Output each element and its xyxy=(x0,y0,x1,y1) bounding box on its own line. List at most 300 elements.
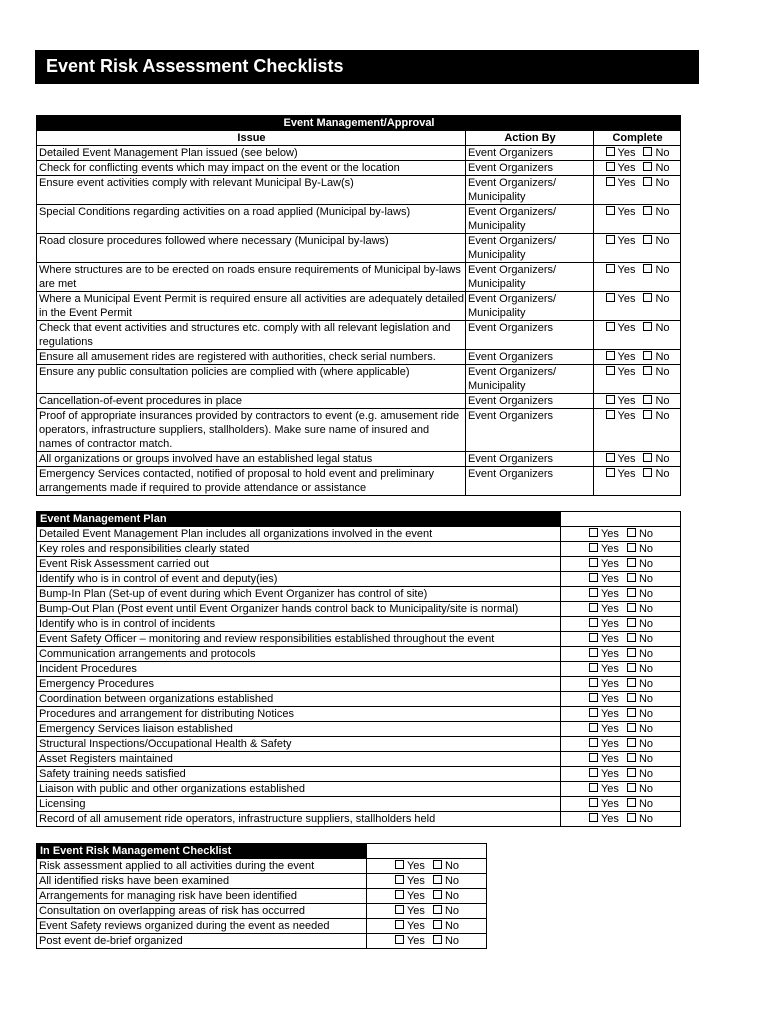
checkbox-square-icon xyxy=(433,890,442,899)
action-by-cell: Event Organizers xyxy=(466,350,594,365)
section-title: In Event Risk Management Checklist xyxy=(37,844,367,859)
checkbox-square-icon xyxy=(589,573,598,582)
complete-cell xyxy=(561,677,681,692)
issue-cell: Check for conflicting events which may impact on the event or the location xyxy=(37,161,466,176)
item-cell: All identified risks have been examined xyxy=(37,874,367,889)
yes-checkbox[interactable] xyxy=(589,648,619,660)
table-row xyxy=(37,647,681,662)
checkbox-square-icon xyxy=(606,162,615,171)
no-label: No xyxy=(444,905,459,917)
yes-label: Yes xyxy=(600,663,619,675)
checkbox-square-icon xyxy=(589,678,598,687)
issue-cell: All organizations or groups involved have an established legal status xyxy=(37,452,466,467)
table-row xyxy=(37,662,681,677)
yes-checkbox[interactable] xyxy=(589,738,619,750)
table-row xyxy=(37,146,681,161)
no-checkbox[interactable] xyxy=(627,738,653,750)
section-title: Event Management Plan xyxy=(37,512,561,527)
no-checkbox[interactable] xyxy=(643,206,669,218)
checkbox-square-icon xyxy=(589,558,598,567)
no-label: No xyxy=(638,678,653,690)
checkbox-square-icon xyxy=(627,648,636,657)
yes-checkbox[interactable] xyxy=(395,890,425,902)
item-cell: Emergency Procedures xyxy=(37,677,561,692)
yes-label: Yes xyxy=(617,177,636,189)
issue-cell: Special Conditions regarding activities on a road applied (Municipal by-laws) xyxy=(37,205,466,234)
yes-checkbox[interactable] xyxy=(589,693,619,705)
yes-checkbox[interactable] xyxy=(589,663,619,675)
complete-cell xyxy=(594,350,681,365)
yes-checkbox[interactable] xyxy=(589,528,619,540)
yes-checkbox[interactable] xyxy=(589,558,619,570)
yes-label: Yes xyxy=(600,528,619,540)
yes-checkbox[interactable] xyxy=(606,366,636,378)
no-label: No xyxy=(444,935,459,947)
issue-cell: Where a Municipal Event Permit is required ensure all activities are adequately detailed in the Event Permit xyxy=(37,292,466,321)
checkbox-square-icon xyxy=(643,206,652,215)
table-row xyxy=(37,767,681,782)
complete-cell xyxy=(594,146,681,161)
yes-checkbox[interactable] xyxy=(395,875,425,887)
no-label: No xyxy=(638,618,653,630)
checkbox-square-icon xyxy=(606,206,615,215)
item-cell: Identify who is in control of event and deputy(ies) xyxy=(37,572,561,587)
no-checkbox[interactable] xyxy=(433,920,459,932)
complete-cell xyxy=(594,263,681,292)
item-cell: Emergency Services liaison established xyxy=(37,722,561,737)
table-row xyxy=(37,782,681,797)
no-checkbox[interactable] xyxy=(627,603,653,615)
no-checkbox[interactable] xyxy=(643,322,669,334)
yes-label: Yes xyxy=(406,920,425,932)
checkbox-square-icon xyxy=(433,905,442,914)
yes-checkbox[interactable] xyxy=(606,264,636,276)
yes-checkbox[interactable] xyxy=(606,235,636,247)
table-row xyxy=(37,617,681,632)
checkbox-square-icon xyxy=(589,708,598,717)
checkbox-square-icon xyxy=(589,648,598,657)
table-row xyxy=(37,234,681,263)
no-label: No xyxy=(444,890,459,902)
table-row xyxy=(37,632,681,647)
no-checkbox[interactable] xyxy=(627,798,653,810)
table-row xyxy=(37,752,681,767)
section-title: Event Management/Approval xyxy=(37,116,681,131)
checkbox-square-icon xyxy=(643,366,652,375)
no-label: No xyxy=(638,783,653,795)
checkbox-square-icon xyxy=(606,468,615,477)
yes-label: Yes xyxy=(600,633,619,645)
yes-checkbox[interactable] xyxy=(606,468,636,480)
no-checkbox[interactable] xyxy=(627,588,653,600)
complete-cell xyxy=(561,707,681,722)
no-label: No xyxy=(638,798,653,810)
table-row xyxy=(37,176,681,205)
table-row xyxy=(37,292,681,321)
no-checkbox[interactable] xyxy=(627,813,653,825)
complete-cell xyxy=(367,859,487,874)
yes-label: Yes xyxy=(600,603,619,615)
complete-cell xyxy=(561,617,681,632)
checkbox-square-icon xyxy=(589,543,598,552)
checkbox-square-icon xyxy=(627,588,636,597)
complete-cell xyxy=(561,797,681,812)
table-row xyxy=(37,572,681,587)
checkbox-square-icon xyxy=(627,663,636,672)
checkbox-square-icon xyxy=(627,723,636,732)
yes-label: Yes xyxy=(600,573,619,585)
complete-cell xyxy=(594,292,681,321)
item-cell: Arrangements for managing risk have been identified xyxy=(37,889,367,904)
no-checkbox[interactable] xyxy=(627,693,653,705)
yes-label: Yes xyxy=(600,693,619,705)
checkbox-square-icon xyxy=(606,395,615,404)
no-checkbox[interactable] xyxy=(643,366,669,378)
item-cell: Event Safety reviews organized during the event as needed xyxy=(37,919,367,934)
complete-cell xyxy=(594,394,681,409)
no-checkbox[interactable] xyxy=(627,648,653,660)
checkbox-square-icon xyxy=(589,588,598,597)
complete-cell xyxy=(367,919,487,934)
checkbox-square-icon xyxy=(627,618,636,627)
yes-label: Yes xyxy=(617,293,636,305)
yes-checkbox[interactable] xyxy=(395,905,425,917)
no-label: No xyxy=(638,543,653,555)
complete-cell xyxy=(594,205,681,234)
complete-cell xyxy=(561,647,681,662)
yes-label: Yes xyxy=(406,890,425,902)
action-by-cell: Event Organizers xyxy=(466,146,594,161)
yes-label: Yes xyxy=(600,558,619,570)
yes-label: Yes xyxy=(600,798,619,810)
checkbox-square-icon xyxy=(433,935,442,944)
checkbox-square-icon xyxy=(627,768,636,777)
no-checkbox[interactable] xyxy=(643,468,669,480)
no-label: No xyxy=(655,351,670,363)
action-by-cell: Event Organizers xyxy=(466,321,594,350)
no-label: No xyxy=(655,206,670,218)
checkbox-square-icon xyxy=(643,351,652,360)
yes-label: Yes xyxy=(600,738,619,750)
item-cell: Event Risk Assessment carried out xyxy=(37,557,561,572)
item-cell: Risk assessment applied to all activities during the event xyxy=(37,859,367,874)
table-row xyxy=(37,692,681,707)
complete-cell xyxy=(367,889,487,904)
yes-checkbox[interactable] xyxy=(606,147,636,159)
yes-label: Yes xyxy=(600,618,619,630)
complete-cell xyxy=(561,737,681,752)
table-row xyxy=(37,602,681,617)
no-label: No xyxy=(638,708,653,720)
item-cell: Asset Registers maintained xyxy=(37,752,561,767)
checkbox-square-icon xyxy=(606,322,615,331)
checkbox-square-icon xyxy=(627,693,636,702)
item-cell: Key roles and responsibilities clearly stated xyxy=(37,542,561,557)
complete-cell xyxy=(367,904,487,919)
checkbox-square-icon xyxy=(627,558,636,567)
table-row xyxy=(37,161,681,176)
no-checkbox[interactable] xyxy=(627,573,653,585)
checkbox-square-icon xyxy=(433,860,442,869)
checkbox-square-icon xyxy=(606,235,615,244)
complete-cell xyxy=(594,234,681,263)
checkbox-square-icon xyxy=(627,753,636,762)
yes-label: Yes xyxy=(600,678,619,690)
issue-cell: Cancellation-of-event procedures in place xyxy=(37,394,466,409)
item-cell: Incident Procedures xyxy=(37,662,561,677)
yes-label: Yes xyxy=(617,322,636,334)
yes-checkbox[interactable] xyxy=(589,753,619,765)
item-cell: Record of all amusement ride operators, infrastructure suppliers, stallholders held xyxy=(37,812,561,827)
complete-cell xyxy=(594,409,681,452)
column-header-complete: Complete xyxy=(594,131,681,146)
issue-cell: Road closure procedures followed where necessary (Municipal by-laws) xyxy=(37,234,466,263)
no-checkbox[interactable] xyxy=(643,453,669,465)
no-checkbox[interactable] xyxy=(433,935,459,947)
no-checkbox[interactable] xyxy=(643,410,669,422)
yes-label: Yes xyxy=(617,366,636,378)
checkbox-square-icon xyxy=(643,453,652,462)
checkbox-square-icon xyxy=(589,618,598,627)
yes-label: Yes xyxy=(600,813,619,825)
table-row xyxy=(37,934,487,949)
no-checkbox[interactable] xyxy=(433,890,459,902)
no-label: No xyxy=(444,860,459,872)
no-checkbox[interactable] xyxy=(627,783,653,795)
yes-label: Yes xyxy=(600,723,619,735)
yes-label: Yes xyxy=(617,206,636,218)
issue-cell: Emergency Services contacted, notified of proposal to hold event and preliminary arrangements made if required to provide attendance or assistance xyxy=(37,467,466,496)
yes-checkbox[interactable] xyxy=(589,633,619,645)
no-checkbox[interactable] xyxy=(627,753,653,765)
no-label: No xyxy=(444,920,459,932)
checkbox-square-icon xyxy=(589,723,598,732)
no-checkbox[interactable] xyxy=(433,905,459,917)
no-checkbox[interactable] xyxy=(643,395,669,407)
issue-cell: Ensure any public consultation policies are complied with (where applicable) xyxy=(37,365,466,394)
no-checkbox[interactable] xyxy=(433,860,459,872)
no-label: No xyxy=(638,723,653,735)
checkbox-square-icon xyxy=(627,573,636,582)
table-row xyxy=(37,527,681,542)
no-label: No xyxy=(655,410,670,422)
checkbox-square-icon xyxy=(433,875,442,884)
no-checkbox[interactable] xyxy=(627,708,653,720)
yes-label: Yes xyxy=(617,264,636,276)
yes-checkbox[interactable] xyxy=(589,588,619,600)
checkbox-square-icon xyxy=(589,768,598,777)
complete-cell xyxy=(561,752,681,767)
complete-cell xyxy=(594,321,681,350)
table-row xyxy=(37,409,681,452)
action-by-cell: Event Organizers/ Municipality xyxy=(466,292,594,321)
table-row xyxy=(37,365,681,394)
yes-checkbox[interactable] xyxy=(589,618,619,630)
yes-checkbox[interactable] xyxy=(395,920,425,932)
yes-label: Yes xyxy=(617,468,636,480)
no-checkbox[interactable] xyxy=(627,768,653,780)
no-label: No xyxy=(638,558,653,570)
yes-label: Yes xyxy=(406,905,425,917)
no-checkbox[interactable] xyxy=(627,663,653,675)
no-checkbox[interactable] xyxy=(627,633,653,645)
column-header-issue: Issue xyxy=(37,131,466,146)
complete-cell xyxy=(367,874,487,889)
no-checkbox[interactable] xyxy=(643,264,669,276)
no-label: No xyxy=(655,366,670,378)
no-checkbox[interactable] xyxy=(627,618,653,630)
issue-cell: Ensure all amusement rides are registered with authorities, check serial numbers. xyxy=(37,350,466,365)
table-row xyxy=(37,707,681,722)
table-row xyxy=(37,542,681,557)
checkbox-square-icon xyxy=(589,693,598,702)
yes-label: Yes xyxy=(617,395,636,407)
action-by-cell: Event Organizers/ Municipality xyxy=(466,176,594,205)
checkbox-square-icon xyxy=(606,366,615,375)
no-label: No xyxy=(638,768,653,780)
yes-checkbox[interactable] xyxy=(589,798,619,810)
item-cell: Procedures and arrangement for distributing Notices xyxy=(37,707,561,722)
checkbox-square-icon xyxy=(395,860,404,869)
table-row xyxy=(37,919,487,934)
yes-checkbox[interactable] xyxy=(606,177,636,189)
checkbox-square-icon xyxy=(627,543,636,552)
yes-label: Yes xyxy=(617,351,636,363)
checkbox-square-icon xyxy=(589,798,598,807)
complete-cell xyxy=(367,934,487,949)
complete-cell xyxy=(561,602,681,617)
checkbox-square-icon xyxy=(627,738,636,747)
checkbox-square-icon xyxy=(589,603,598,612)
yes-checkbox[interactable] xyxy=(589,813,619,825)
no-label: No xyxy=(655,322,670,334)
complete-cell xyxy=(561,527,681,542)
item-cell: Coordination between organizations established xyxy=(37,692,561,707)
yes-checkbox[interactable] xyxy=(589,603,619,615)
checkbox-square-icon xyxy=(589,753,598,762)
no-checkbox[interactable] xyxy=(643,162,669,174)
action-by-cell: Event Organizers xyxy=(466,161,594,176)
complete-cell xyxy=(594,452,681,467)
yes-checkbox[interactable] xyxy=(606,162,636,174)
checkbox-square-icon xyxy=(606,453,615,462)
checkbox-square-icon xyxy=(395,905,404,914)
yes-checkbox[interactable] xyxy=(589,573,619,585)
no-label: No xyxy=(638,693,653,705)
no-checkbox[interactable] xyxy=(627,528,653,540)
table-row xyxy=(37,394,681,409)
yes-checkbox[interactable] xyxy=(589,708,619,720)
issue-cell: Ensure event activities comply with relevant Municipal By-Law(s) xyxy=(37,176,466,205)
no-checkbox[interactable] xyxy=(627,678,653,690)
action-by-cell: Event Organizers/ Municipality xyxy=(466,205,594,234)
checkbox-square-icon xyxy=(589,528,598,537)
table-row xyxy=(37,677,681,692)
table-row xyxy=(37,263,681,292)
table-row xyxy=(37,874,487,889)
checkbox-square-icon xyxy=(643,395,652,404)
yes-checkbox[interactable] xyxy=(606,453,636,465)
yes-checkbox[interactable] xyxy=(395,935,425,947)
item-cell: Licensing xyxy=(37,797,561,812)
complete-cell xyxy=(594,467,681,496)
no-label: No xyxy=(638,663,653,675)
table-row xyxy=(37,350,681,365)
yes-checkbox[interactable] xyxy=(395,860,425,872)
yes-checkbox[interactable] xyxy=(589,768,619,780)
no-label: No xyxy=(655,468,670,480)
table-row xyxy=(37,557,681,572)
checkbox-square-icon xyxy=(643,293,652,302)
checkbox-square-icon xyxy=(589,663,598,672)
table-row xyxy=(37,737,681,752)
yes-label: Yes xyxy=(406,875,425,887)
checkbox-square-icon xyxy=(606,264,615,273)
no-checkbox[interactable] xyxy=(627,543,653,555)
yes-checkbox[interactable] xyxy=(606,410,636,422)
yes-checkbox[interactable] xyxy=(589,783,619,795)
yes-label: Yes xyxy=(617,410,636,422)
table-row xyxy=(37,321,681,350)
item-cell: Identify who is in control of incidents xyxy=(37,617,561,632)
item-cell: Post event de-brief organized xyxy=(37,934,367,949)
no-checkbox[interactable] xyxy=(643,351,669,363)
yes-checkbox[interactable] xyxy=(606,293,636,305)
yes-checkbox[interactable] xyxy=(589,543,619,555)
no-checkbox[interactable] xyxy=(627,558,653,570)
no-checkbox[interactable] xyxy=(643,293,669,305)
complete-cell xyxy=(594,365,681,394)
checkbox-square-icon xyxy=(643,147,652,156)
item-cell: Bump-Out Plan (Post event until Event Organizer hands control back to Municipality/site is normal) xyxy=(37,602,561,617)
yes-label: Yes xyxy=(617,453,636,465)
checkbox-square-icon xyxy=(627,603,636,612)
checkbox-square-icon xyxy=(395,920,404,929)
no-checkbox[interactable] xyxy=(627,723,653,735)
no-label: No xyxy=(638,648,653,660)
yes-checkbox[interactable] xyxy=(606,351,636,363)
table-row xyxy=(37,812,681,827)
table-row xyxy=(37,889,487,904)
no-label: No xyxy=(655,147,670,159)
yes-label: Yes xyxy=(600,648,619,660)
action-by-cell: Event Organizers/ Municipality xyxy=(466,365,594,394)
no-label: No xyxy=(444,875,459,887)
complete-cell xyxy=(561,542,681,557)
checkbox-square-icon xyxy=(627,708,636,717)
checkbox-square-icon xyxy=(433,920,442,929)
action-by-cell: Event Organizers xyxy=(466,409,594,452)
checkbox-square-icon xyxy=(395,875,404,884)
no-checkbox[interactable] xyxy=(643,177,669,189)
checkbox-square-icon xyxy=(627,798,636,807)
no-checkbox[interactable] xyxy=(643,147,669,159)
no-label: No xyxy=(638,588,653,600)
yes-checkbox[interactable] xyxy=(606,395,636,407)
no-checkbox[interactable] xyxy=(643,235,669,247)
yes-checkbox[interactable] xyxy=(606,206,636,218)
yes-checkbox[interactable] xyxy=(589,678,619,690)
table-row xyxy=(37,797,681,812)
action-by-cell: Event Organizers xyxy=(466,394,594,409)
yes-label: Yes xyxy=(406,860,425,872)
yes-label: Yes xyxy=(600,588,619,600)
yes-checkbox[interactable] xyxy=(606,322,636,334)
yes-checkbox[interactable] xyxy=(589,723,619,735)
no-checkbox[interactable] xyxy=(433,875,459,887)
checkbox-square-icon xyxy=(643,410,652,419)
issue-cell: Where structures are to be erected on roads ensure requirements of Municipal by-laws are met xyxy=(37,263,466,292)
